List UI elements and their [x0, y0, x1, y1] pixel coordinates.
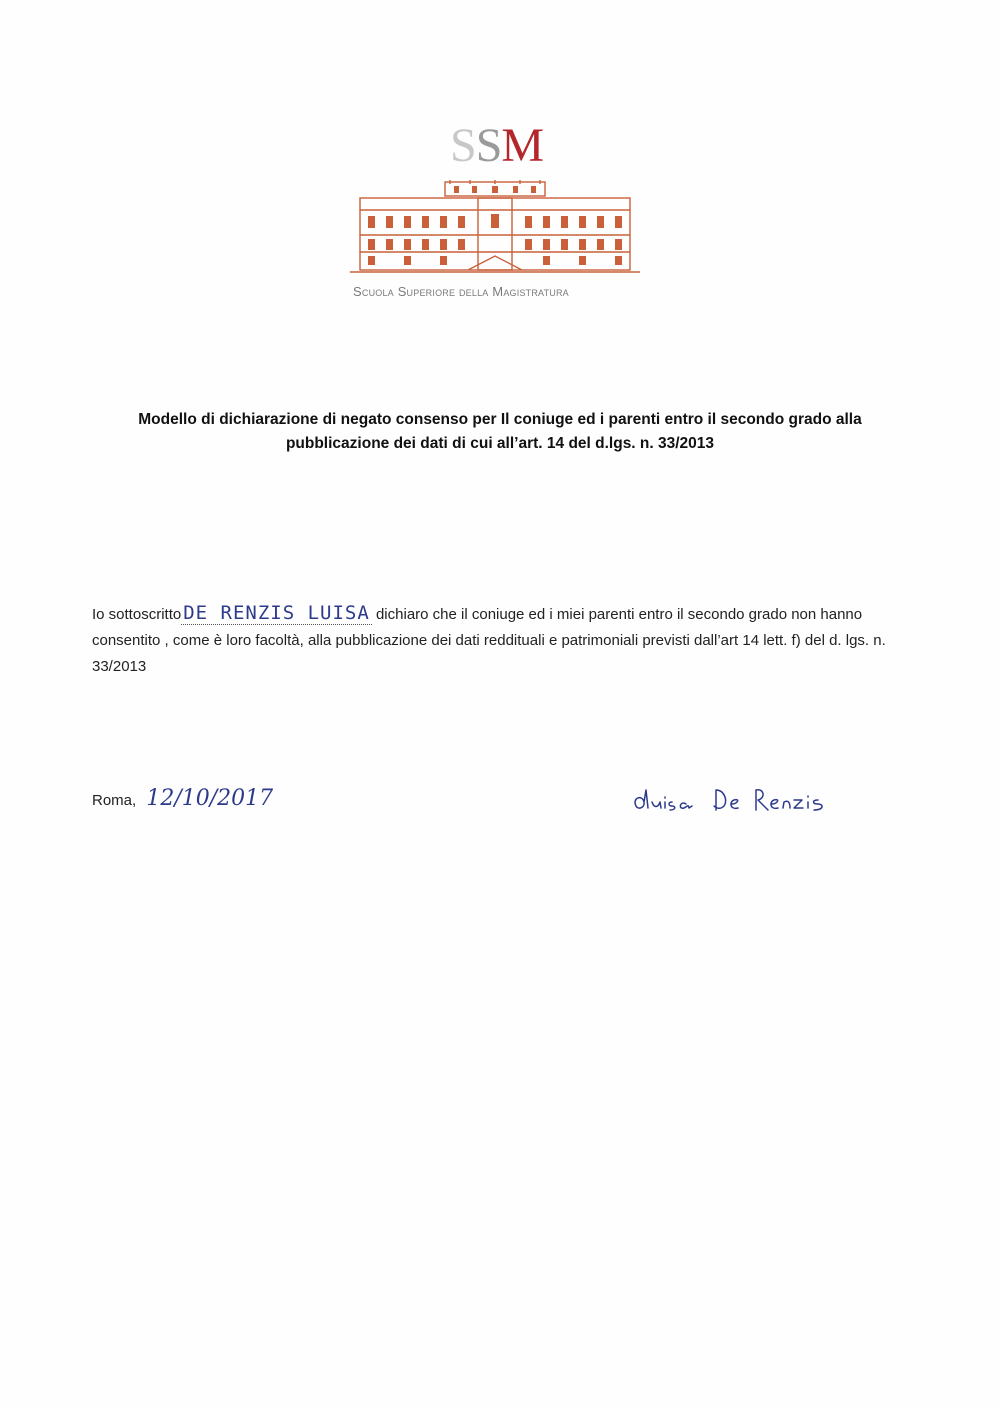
declaration-text: dichiaro che il coniuge ed i miei parenti entro il secondo grado non hanno consentito , come è loro facoltà, alla pubblicazione dei dati reddituali e patrimoniali previsti dall’art 14 lett. f) del d. lgs. n. 33/2013: [92, 606, 886, 675]
document-title: [110, 408, 890, 456]
declaration-paragraph: [92, 600, 912, 680]
place-label: Roma,: [92, 792, 137, 809]
title-line-1: Modello di dichiarazione di negato consenso per Il coniuge ed i parenti entro il secondo grado alla: [138, 411, 862, 428]
handwritten-date: 12/10/2017: [146, 786, 274, 811]
building-icon: [350, 180, 640, 280]
ssm-logo: [340, 118, 640, 308]
place-date-line: [92, 786, 273, 811]
logo-caption: Scuola Superiore della Magistratura: [353, 284, 569, 299]
declaration-prefix: Io sottoscritto: [92, 606, 182, 623]
logo-acronym: SSM: [450, 119, 544, 172]
handwritten-signature-icon: [628, 778, 838, 818]
title-line-2: pubblicazione dei dati di cui all’art. 14 del d.lgs. n. 33/2013: [285, 435, 715, 452]
handwritten-name: DE RENZIS LUISA: [183, 602, 370, 624]
